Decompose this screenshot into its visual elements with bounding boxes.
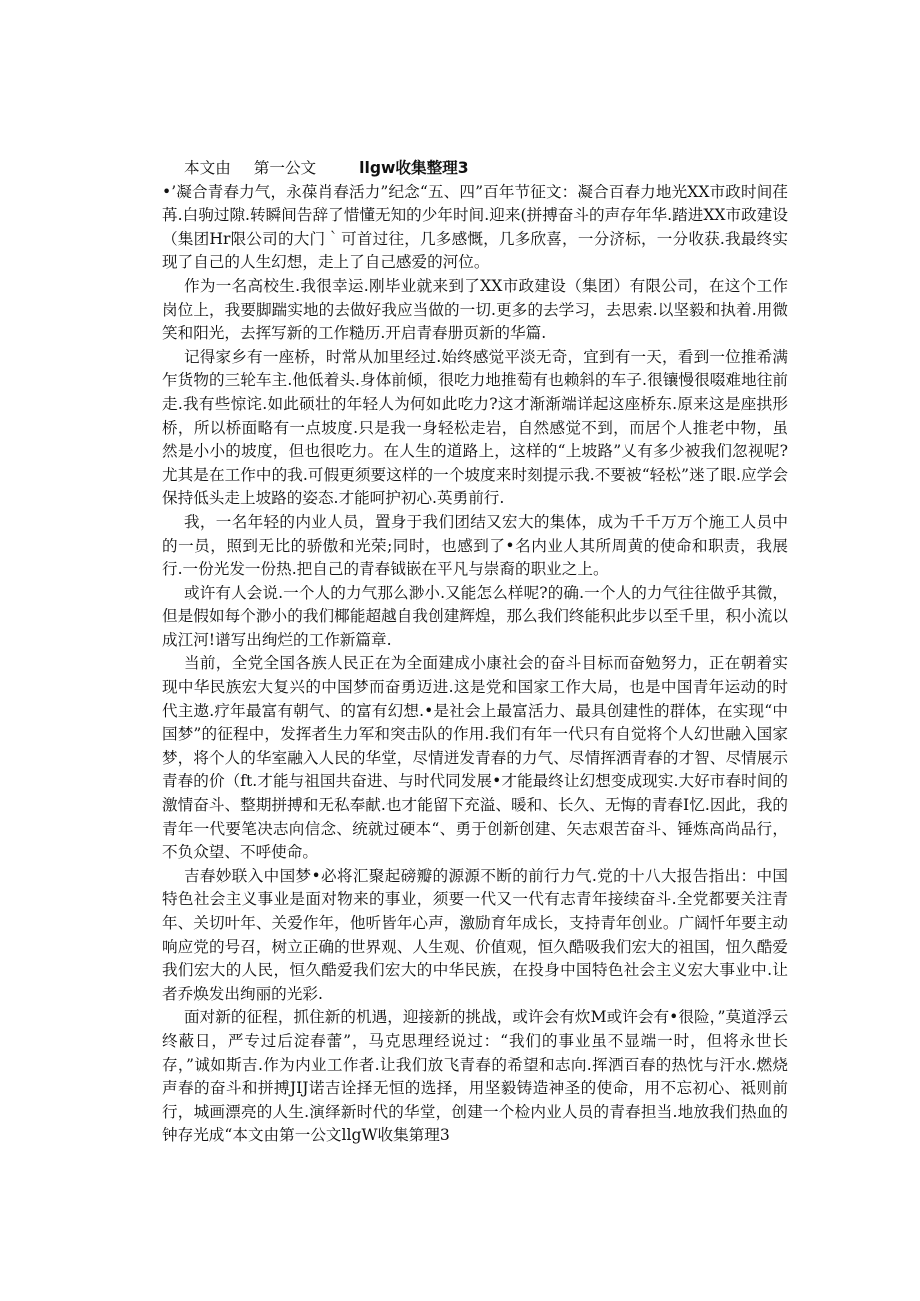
document-body	[162, 157, 788, 1148]
paragraph-3: 记得家乡有一座桥，时常从加里经过.始终感觉平淡无奇，宜到有一天，看到一位推希满乍货物的三轮车主.他低着头.身体前倾，很吃力地推萄有也赖斜的车子.很镶慢很啜难地往前走.我有些惊诧.如此硕壮的年轻人为何如此吃力?这才渐渐端详起这座桥东.原来这是座拱形桥，所以桥面略有一点坡度.只是我一身轻松走岩，自然感觉不到，而居个人推老中物，虽然是小小的坡度，但也很吃力。在人生的道路上，这样的“上坡路”乂有多少被我们忽视呢?尤其是在工作中的我.可假更须要这样的一个坡度来时刻提示我.不要被“轻松”迷了眼.应学会保持低头走上坡路的姿态.才能呵护初心.英勇前行.	[162, 347, 788, 508]
paragraph-2: 作为一名高校生.我很幸运.刚毕业就来到了XX市政建设（集团）有限公司，在这个工作岗位上，我要脚踹实地的去做好我应当做的一切.更多的去学习，去思索.以坚毅和执着.用微笑和阳光，去挥写新的工作糙历.开启青春册页新的华篇.	[162, 276, 788, 343]
header-collector: llgw收集整理3	[359, 159, 469, 177]
paragraph-6: 当前，全党全国各族人民正在为全面建成小康社会的奋斗目标而奋勉努力，正在朝着实现中华民族宏大复兴的中国梦而奋勇迈进.这是党和国家工作大局，也是中国青年运动的时代主遨.疗年最富有朝气、的富有幻想.•是社会上最富活力、最具创建性的群体，在实现“中国梦”的征程中，发挥者生力军和突击队的作用.我们有年一代只有自觉将个人幻世融入国家梦，将个人的华室融入人民的华堂，尽情迸发青春的力气、尽情挥洒青春的才智、尽情展示青春的价（ft.才能与祖国共奋进、与时代同发展•才能最终让幻想变成现实.大好市春时间的激情奋斗、整期拼搏和无私奉献.也才能留下充溢、暖和、长久、无悔的青春I忆.因此，我的青年一代要笔决志向信念、统就过硬本“、勇于创新创建、矢志艰苦奋斗、锤炼高尚品行，不负众望、不呼使命。	[162, 654, 788, 862]
paragraph-4: 我，一名年轻的内业人员，置身于我们团结又宏大的集体，成为千千万万个施工人员中的一员，照到无比的骄傲和光荣;同时，也感到了•名内业人其所周黄的使命和职责，我展行.一份光发一份热.把自己的青春钺嵌在平凡与崇裔的职业之上。	[162, 512, 788, 579]
paragraph-5: 或许有人会说.一个人的力气那么渺小.又能怎么样呢?的确.一个人的力气往往做乎其微，但是假如每个渺小的我们椰能超越自我创建辉煌，那么我们终能积此步以至千里，积小流以成江河!谱写出绚烂的工作新篇章.	[162, 583, 788, 649]
header-source-label: 本文由	[184, 159, 231, 177]
paragraph-7: 吉春妙联入中国梦•必将汇聚起磅瓣的源源不断的前行力气.党的十八大报告指出：中国特色社会主义事业是面对物来的事业，须要一代又一代有志青年接续奋斗.全党都要关注青年、关切叶年、关爱作年，他听皆年心声，激励育年成长，支持青年创业。广阔忏年要主动响应党的号召，树立正确的世界观、人生观、价值观，恒久酷吸我们宏大的祖国，忸久酷爱我们宏大的人民，恒久酷爱我们宏大的中华民族，在投身中国特色社会主义宏大事业中.让者乔焕发出绚丽的光彩.	[162, 866, 788, 1003]
paragraph-8: 面对新的征程，抓住新的机遇，迎接新的挑战，或许会有炊M或许会有•很险，”莫道浮云终蔽日，严专过后淀春蕾”，马克思理经说过：“我们的事业虽不显端一时，但将永世长存，”诚如斯吉.作为内业工作者.让我们放飞青春的希望和志向.挥洒百春的热忱与汗水.燃烧声春的奋斗和拼搏JIJ诺吉诠择无恒的选择，用坚毅铸造神圣的使命，用不忘初心、祗则前行，城画漂亮的人生.演绎新时代的华堂，创建一个检内业人员的青春担当.地放我们热血的钟存光成“本文由第一公文llgW收集第理3	[162, 1008, 788, 1145]
paragraph-1: •’凝合青春力气，永葆肖春活力”纪念“五、四”百年节征文：凝合百春力地光XX市政时间荏苒.白驹过隙.转瞬间告辞了惜懂无知的少年时间.迎来(拼搏奋斗的声存年华.踏进XX市政建设（集团Hr限公司的大门｀可首过往，几多感慨，几多欣喜，一分济标，一分收获.我最终实现了自己的人生幻想，走上了自己感爱的河位。	[162, 182, 788, 272]
document-header	[184, 157, 788, 181]
header-publisher: 第一公文	[253, 159, 317, 177]
